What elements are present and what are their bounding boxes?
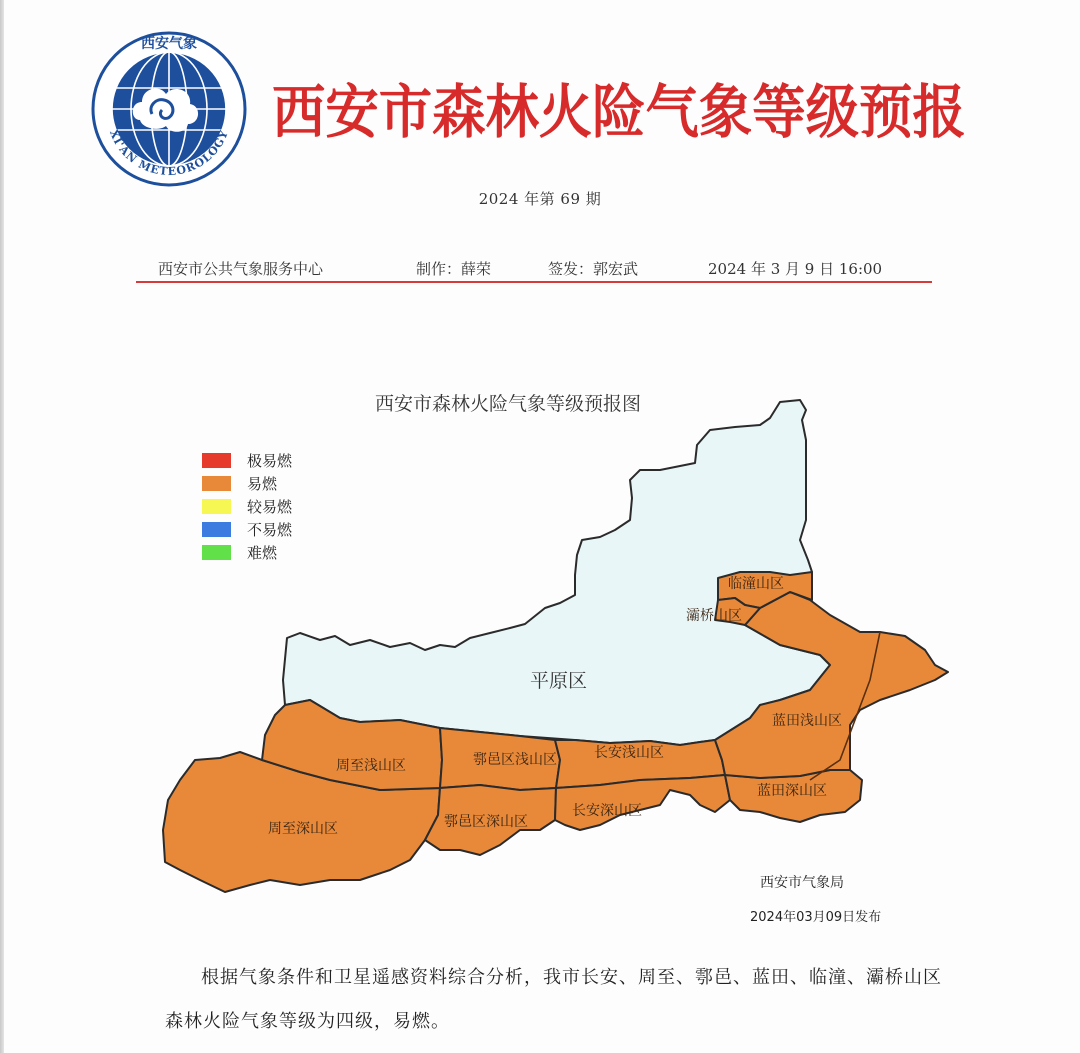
legend-swatch-high xyxy=(202,476,231,491)
svg-text:西安气象: 西安气象 xyxy=(141,36,197,52)
svg-text:XI'AN METEOROLOGY: XI'AN METEOROLOGY xyxy=(106,127,232,179)
label-huyi-deep: 鄠邑区深山区 xyxy=(444,814,528,830)
label-changan-deep: 长安深山区 xyxy=(572,803,642,819)
legend-item xyxy=(202,495,292,518)
legend-swatch-low xyxy=(202,522,231,537)
legend-swatch-minimal xyxy=(202,545,231,560)
label-plain: 平原区 xyxy=(530,670,588,692)
issue-datetime: 2024 年 3 月 9 日 16:00 xyxy=(708,260,883,278)
label-changan-shallow: 长安浅山区 xyxy=(594,745,664,761)
label-baqiao: 灞桥山区 xyxy=(686,608,742,624)
label-zhouzhi-shallow: 周至浅山区 xyxy=(336,758,406,774)
label-lantian-shallow: 蓝田浅山区 xyxy=(772,713,842,729)
label-zhouzhi-deep: 周至深山区 xyxy=(268,821,338,837)
map-title: 西安市森林火险气象等级预报图 xyxy=(375,393,642,415)
body-paragraph xyxy=(165,956,955,1044)
legend-label: 不易燃 xyxy=(247,521,293,539)
map-issue-date: 2024年03月09日发布 xyxy=(750,910,882,925)
producer: 制作：薛荣 xyxy=(416,260,492,278)
label-lintong: 临潼山区 xyxy=(728,576,784,592)
organization: 西安市公共气象服务中心 xyxy=(158,260,324,278)
approver: 签发：郭宏武 xyxy=(548,260,639,278)
label-lantian-deep: 蓝田深山区 xyxy=(757,783,827,799)
body-paragraph-text: 根据气象条件和卫星遥感资料综合分析，我市长安、周至、鄠邑、蓝田、临潼、灞桥山区森林火险气象等级为四级，易燃。 xyxy=(165,967,942,1032)
legend-swatch-extreme xyxy=(202,453,231,468)
legend-label: 易燃 xyxy=(247,475,278,493)
map-legend xyxy=(202,449,292,564)
legend-label: 较易燃 xyxy=(247,498,293,516)
legend-swatch-moderate xyxy=(202,499,231,514)
issue-number: 2024 年第 69 期 xyxy=(478,190,602,208)
label-huyi-shallow: 鄠邑区浅山区 xyxy=(473,752,557,768)
page-title: 西安市森林火险气象等级预报 xyxy=(272,78,966,146)
legend-label: 难燃 xyxy=(247,544,278,562)
legend-item xyxy=(202,472,292,495)
legend-label: 极易燃 xyxy=(247,452,293,470)
legend-item xyxy=(202,518,292,541)
legend-item xyxy=(202,541,292,564)
map-issuer: 西安市气象局 xyxy=(760,875,844,891)
legend-item xyxy=(202,449,292,472)
